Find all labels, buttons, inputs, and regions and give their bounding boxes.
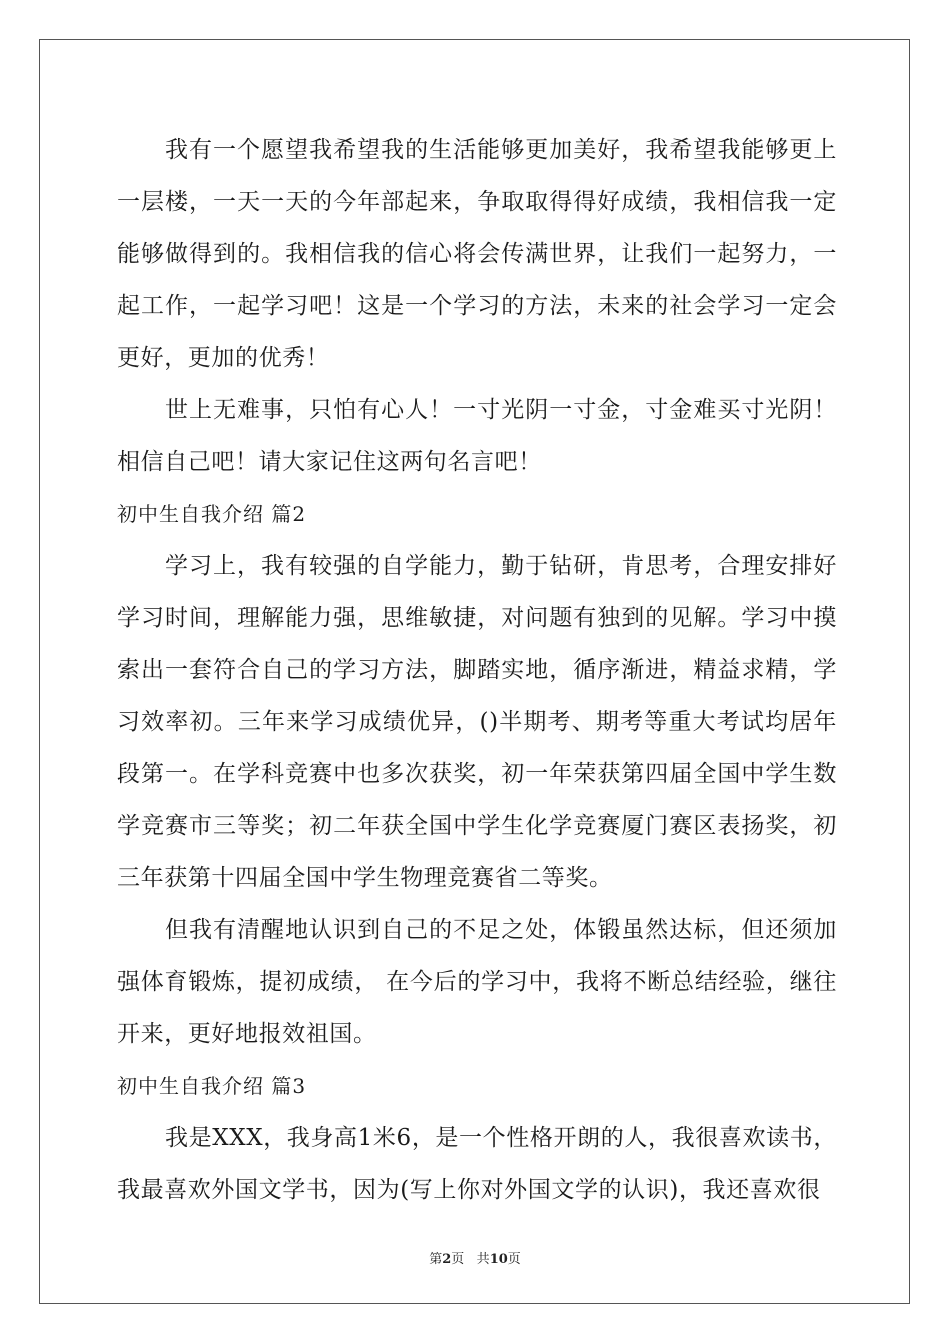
footer-total-pages: 10 (489, 1252, 508, 1267)
paragraph-study: 学习上，我有较强的自学能力，勤于钻研，肯思考，合理安排好学习时间，理解能力强，思维敏捷，对问题有独到的见解。学习中摸索出一套符合自己的学习方法，脚踏实地，循序渐进，精益求精，学习效率初。三年来学习成绩优异，()半期考、期考等重大考试均居年段第一。在学科竞赛中也多次获奖，初一年荣获第四届全国中学生数学竞赛市三等奖；初二年获全国中学生化学竞赛厦门赛区表扬奖，初三年获第十四届全国中学生物理竞赛省二等奖。 (117, 553, 837, 891)
footer-page-number: 2 (442, 1252, 452, 1267)
footer-page-prefix: 第 (429, 1252, 443, 1267)
paragraph-wish: 我有一个愿望我希望我的生活能够更加美好，我希望我能够更上一层楼，一天一天的今年部起来，争取取得得好成绩，我相信我一定能够做得到的。我相信我的信心将会传满世界，让我们一起努力，一起工作，一起学习吧！这是一个学习的方法，未来的社会学习一定会更好，更加的优秀！ (117, 137, 837, 371)
footer-page-suffix: 页 (451, 1252, 465, 1267)
paragraph-proverbs: 世上无难事，只怕有心人！一寸光阴一寸金，寸金难买寸光阴！相信自己吧！请大家记住这两句名言吧！ (117, 397, 837, 475)
section-heading-3: 初中生自我介绍 篇3 (117, 1074, 307, 1098)
page-footer (0, 1248, 950, 1267)
footer-total-suffix: 页 (507, 1252, 521, 1267)
paragraph-self-intro: 我是XXX，我身高1米6，是一个性格开朗的人，我很喜欢读书，我最喜欢外国文学书，因为(写上你对外国文学的认识)，我还喜欢很 (117, 1125, 837, 1203)
footer-total-prefix: 共 (476, 1252, 490, 1267)
paragraph-shortcomings: 但我有清醒地认识到自己的不足之处，体锻虽然达标，但还须加强体育锻炼，提初成绩， 在今后的学习中，我将不断总结经验，继往开来，更好地报效祖国。 (117, 917, 837, 1047)
section-heading-2: 初中生自我介绍 篇2 (117, 502, 307, 526)
document-body (117, 124, 837, 1216)
